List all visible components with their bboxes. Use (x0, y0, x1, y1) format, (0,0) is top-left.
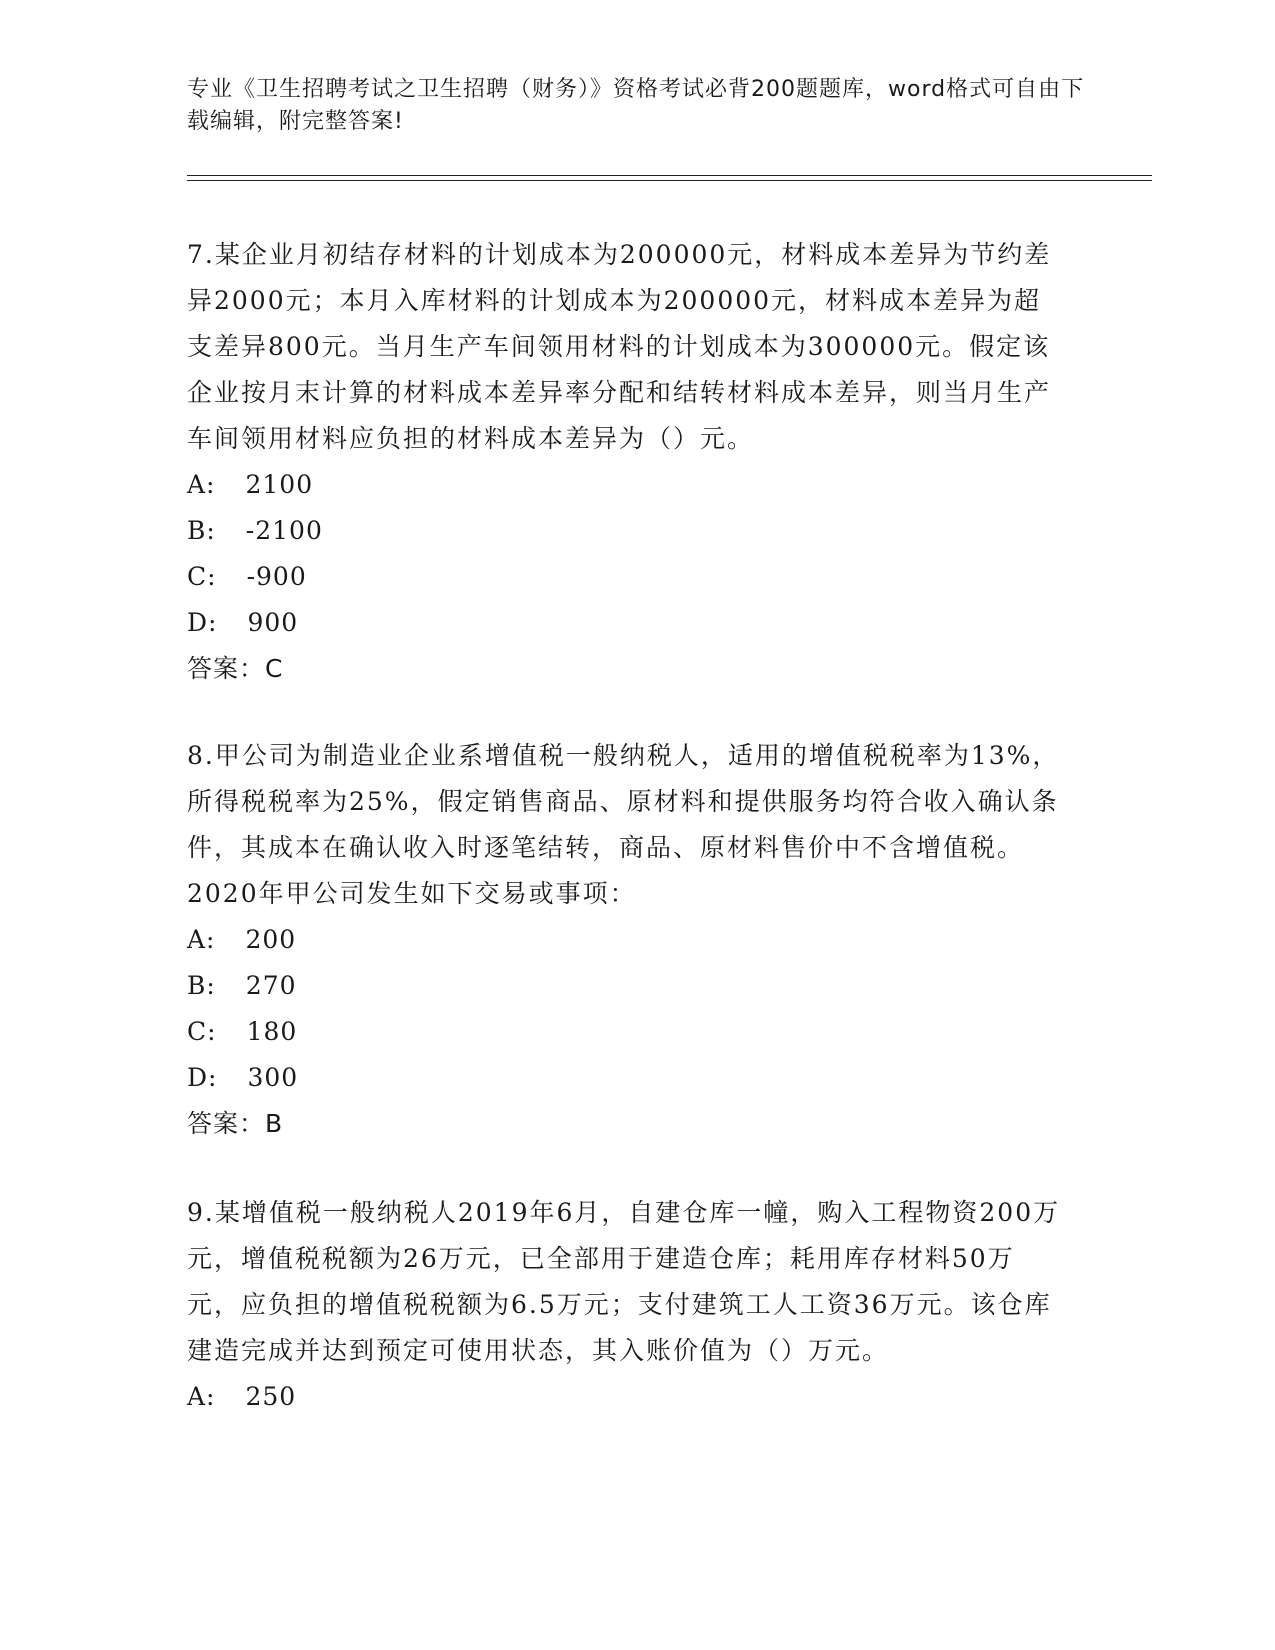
question-text: 7.某企业月初结存材料的计划成本为200000元，材料成本差异为节约差异2000元；本月入库材料的计划成本为200000元，材料成本差异为超支差异800元。当月生产车间领用材料的计划成本为300000元。假定该企业按月末计算的材料成本差异率分配和结转材料成本差异，则当月生产车间领用材料应负担的材料成本差异为（）元。 (187, 240, 1052, 453)
header-divider-top (187, 175, 1152, 176)
option-value: 200 (245, 925, 297, 954)
option-c (187, 1009, 1067, 1055)
option-key: A: (187, 470, 216, 499)
header-divider-bottom (187, 180, 1152, 181)
option-value: 180 (246, 1017, 298, 1046)
question-text: 9.某增值税一般纳税人2019年6月，自建仓库一幢，购入工程物资200万元，增值税税额为26万元，已全部用于建造仓库；耗用库存材料50万元，应负担的增值税税额为6.5万元；支付建筑工人工资36万元。该仓库建造完成并达到预定可使用状态，其入账价值为（）万元。 (187, 1198, 1061, 1365)
option-value: -900 (246, 562, 307, 591)
answer-text: 答案：B (187, 1109, 284, 1138)
document-header: 专业《卫生招聘考试之卫生招聘（财务）》资格考试必背200题题库，word格式可自由下载编辑，附完整答案! (187, 77, 1085, 134)
option-b (187, 508, 1067, 554)
option-value: 300 (247, 1063, 299, 1092)
option-value: -2100 (245, 516, 323, 545)
option-key: C: (187, 562, 217, 591)
option-value: 270 (245, 971, 297, 1000)
option-key: B: (187, 516, 216, 545)
answer-text: 答案：C (187, 654, 284, 683)
question-9 (187, 1190, 1067, 1420)
option-value: 900 (247, 608, 299, 637)
option-value: 250 (245, 1382, 297, 1411)
question-text: 8.甲公司为制造业企业系增值税一般纳税人，适用的增值税税率为13%，所得税税率为25%，假定销售商品、原材料和提供服务均符合收入确认条件，其成本在确认收入时逐笔结转，商品、原材料售价中不含增值税。2020年甲公司发生如下交易或事项： (187, 741, 1060, 908)
option-c (187, 554, 1067, 600)
option-a (187, 1374, 1067, 1420)
option-key: D: (187, 608, 218, 637)
option-a (187, 462, 1067, 508)
option-key: B: (187, 971, 216, 1000)
question-8 (187, 733, 1067, 1147)
question-7 (187, 232, 1067, 692)
option-key: D: (187, 1063, 218, 1092)
option-value: 2100 (245, 470, 314, 499)
option-key: A: (187, 925, 216, 954)
option-d (187, 1055, 1067, 1101)
option-a (187, 917, 1067, 963)
option-key: C: (187, 1017, 217, 1046)
option-d (187, 600, 1067, 646)
option-b (187, 963, 1067, 1009)
option-key: A: (187, 1382, 216, 1411)
